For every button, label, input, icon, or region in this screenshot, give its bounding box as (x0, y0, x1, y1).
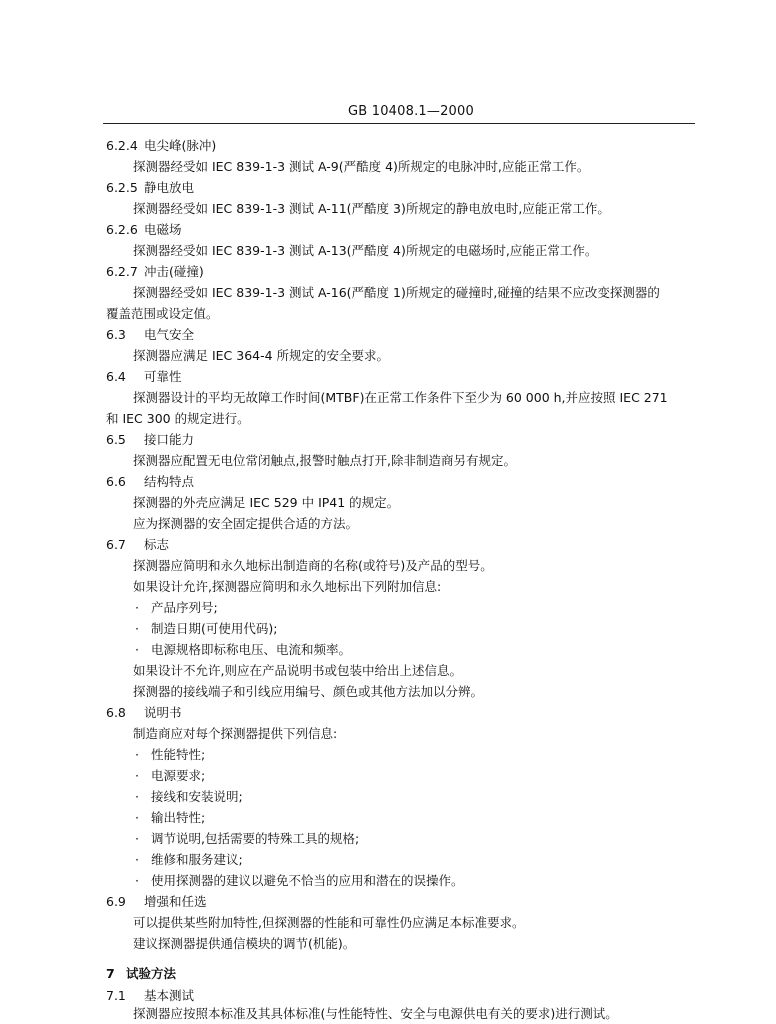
section-title: 冲击(碰撞) (144, 264, 204, 279)
section-number: 6.8 (106, 705, 126, 720)
paragraph: 探测器应满足 IEC 364-4 所规定的安全要求。 (133, 348, 390, 363)
paragraph: 应为探测器的安全固定提供合适的方法。 (133, 516, 359, 531)
section-title: 电尖峰(脉冲) (144, 138, 217, 153)
paragraph: 探测器的外壳应满足 IEC 529 中 IP41 的规定。 (133, 495, 400, 510)
list-item-text: 电源规格即标称电压、电流和频率。 (151, 642, 352, 657)
paragraph-continuation: 覆盖范围或设定值。 (106, 306, 219, 321)
list-item-text: 接线和安装说明; (151, 789, 243, 804)
section-title: 静电放电 (144, 180, 195, 195)
section-heading-6-5 (106, 432, 194, 448)
bullet-marker: · (135, 852, 139, 867)
section-title: 说明书 (144, 705, 182, 720)
section-heading-6-2-4 (106, 138, 216, 154)
list-item-text: 电源要求; (151, 768, 206, 783)
section-title: 标志 (144, 537, 170, 552)
chapter-number: 7 (106, 966, 115, 981)
section-number: 6.2.6 (106, 222, 138, 237)
paragraph: 可以提供某些附加特性,但探测器的性能和可靠性仍应满足本标准要求。 (133, 915, 525, 930)
section-title: 结构特点 (144, 474, 195, 489)
paragraph: 探测器应简明和永久地标出制造商的名称(或符号)及产品的型号。 (133, 558, 493, 573)
section-number: 6.3 (106, 327, 126, 342)
bullet-marker: · (135, 747, 139, 762)
section-heading-6-4 (106, 369, 182, 385)
section-heading-6-2-5 (106, 180, 194, 196)
bullet-marker: · (135, 768, 139, 783)
list-item (135, 831, 359, 847)
section-number: 6.6 (106, 474, 126, 489)
paragraph: 探测器应按照本标准及其具体标准(与性能特性、安全与电源供电有关的要求)进行测试。 (133, 1006, 618, 1021)
section-heading-6-6 (106, 474, 194, 490)
section-number: 6.7 (106, 537, 126, 552)
bullet-marker: · (135, 600, 139, 615)
page-header (0, 104, 776, 124)
section-number: 6.9 (106, 894, 126, 909)
chapter-title: 试验方法 (126, 966, 177, 981)
list-item (135, 768, 205, 784)
section-title: 基本测试 (144, 988, 195, 1003)
list-item (135, 810, 205, 826)
section-title: 接口能力 (144, 432, 195, 447)
section-title: 电磁场 (144, 222, 182, 237)
paragraph: 制造商应对每个探测器提供下列信息: (133, 726, 338, 741)
section-heading-6-9 (106, 894, 207, 910)
list-item (135, 642, 351, 658)
list-item-text: 维修和服务建议; (151, 852, 243, 867)
list-item-text: 调节说明,包括需要的特殊工具的规格; (151, 831, 360, 846)
paragraph: 探测器经受如 IEC 839-1-3 测试 A-16(严酷度 1)所规定的碰撞时,碰撞的结果不应改变探测器的 (133, 285, 660, 300)
bullet-marker: · (135, 831, 139, 846)
list-item (135, 873, 464, 889)
list-item (135, 852, 243, 868)
section-title: 可靠性 (144, 369, 182, 384)
section-heading-6-2-6 (106, 222, 182, 238)
list-item-text: 使用探测器的建议以避免不恰当的应用和潜在的误操作。 (151, 873, 464, 888)
standard-number: GB 10408.1—2000 (348, 104, 474, 119)
list-item-text: 制造日期(可使用代码); (151, 621, 278, 636)
paragraph: 探测器经受如 IEC 839-1-3 测试 A-11(严酷度 3)所规定的静电放电时,应能正常工作。 (133, 201, 610, 216)
section-heading-6-2-7 (106, 264, 204, 280)
section-heading-6-3 (106, 327, 194, 343)
bullet-marker: · (135, 621, 139, 636)
paragraph: 探测器经受如 IEC 839-1-3 测试 A-13(严酷度 4)所规定的电磁场时,应能正常工作。 (133, 243, 598, 258)
list-item-text: 性能特性; (151, 747, 206, 762)
section-number: 6.2.7 (106, 264, 138, 279)
section-heading-6-8 (106, 705, 182, 721)
paragraph: 探测器经受如 IEC 839-1-3 测试 A-9(严酷度 4)所规定的电脉冲时,应能正常工作。 (133, 159, 590, 174)
bullet-marker: · (135, 789, 139, 804)
paragraph: 探测器设计的平均无故障工作时间(MTBF)在正常工作条件下至少为 60 000 h,并应按照 IEC 271 (133, 390, 668, 405)
bullet-marker: · (135, 873, 139, 888)
section-title: 电气安全 (144, 327, 195, 342)
list-item (135, 600, 218, 616)
list-item (135, 621, 277, 637)
bullet-marker: · (135, 642, 139, 657)
section-number: 6.2.4 (106, 138, 138, 153)
paragraph: 如果设计不允许,则应在产品说明书或包装中给出上述信息。 (133, 663, 462, 678)
section-heading-6-7 (106, 537, 169, 553)
section-number: 6.2.5 (106, 180, 138, 195)
bullet-marker: · (135, 810, 139, 825)
paragraph: 建议探测器提供通信模块的调节(机能)。 (133, 936, 356, 951)
paragraph: 探测器应配置无电位常闭触点,报警时触点打开,除非制造商另有规定。 (133, 453, 516, 468)
paragraph: 探测器的接线端子和引线应用编号、颜色或其他方法加以分辨。 (133, 684, 484, 699)
list-item-text: 输出特性; (151, 810, 206, 825)
section-number: 6.4 (106, 369, 126, 384)
list-item-text: 产品序列号; (151, 600, 218, 615)
paragraph: 如果设计允许,探测器应简明和永久地标出下列附加信息: (133, 579, 442, 594)
list-item (135, 747, 205, 763)
list-item (135, 789, 243, 805)
section-number: 6.5 (106, 432, 126, 447)
paragraph-continuation: 和 IEC 300 的规定进行。 (106, 411, 250, 426)
section-heading-7-1 (106, 988, 194, 1004)
section-number: 7.1 (106, 988, 126, 1003)
header-rule (103, 123, 695, 124)
chapter-heading-7 (106, 966, 176, 982)
section-title: 增强和任选 (144, 894, 207, 909)
